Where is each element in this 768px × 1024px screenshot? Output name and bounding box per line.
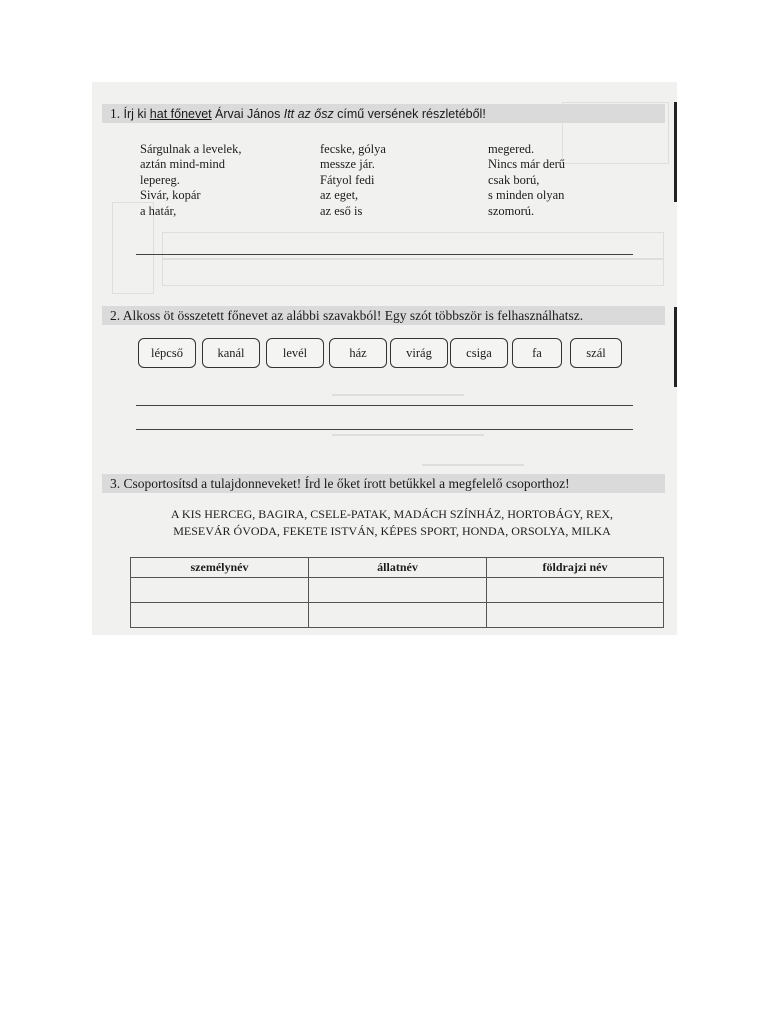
exercise-2-heading: 2. Alkoss öt összetett főnevet az alábbi szavakból! Egy szót többször is felhasználhatsz. (110, 308, 584, 323)
poem-line: lepereg. (140, 172, 180, 187)
poem-line: Nincs már derű (488, 157, 566, 172)
word-box-fa: fa (512, 338, 562, 368)
answer-cell[interactable] (131, 578, 309, 603)
poem-line: szomorú. (488, 203, 535, 218)
poem-column-3 (488, 142, 565, 219)
word-box-lepcso: lépcső (138, 338, 196, 368)
table-row (131, 578, 664, 603)
bleed-through-table (162, 258, 664, 286)
grouping-table (130, 557, 664, 628)
answer-line[interactable] (136, 405, 633, 406)
table-row (131, 603, 664, 628)
poem-line: Sivár, kopár (140, 188, 201, 203)
poem-line: csak ború, (488, 172, 540, 187)
bleed-through-line (422, 464, 524, 466)
proper-nouns-list (132, 506, 652, 540)
word-box-csiga: csiga (450, 338, 508, 368)
poem-line: az eget, (320, 188, 359, 203)
poem-line: s minden olyan (488, 188, 565, 203)
worksheet-scan (92, 82, 677, 635)
page-edge-mark (674, 307, 677, 387)
word-box-szal: szál (570, 338, 622, 368)
column-header-szemelynev: személynév (131, 558, 309, 578)
answer-cell[interactable] (487, 603, 664, 628)
page-edge-mark (674, 102, 677, 202)
answer-cell[interactable] (131, 603, 309, 628)
answer-cell[interactable] (309, 578, 487, 603)
column-header-allatnev: állatnév (309, 558, 487, 578)
underlined-instruction: hat főnevet (149, 107, 212, 121)
poem-line: az eső is (320, 203, 363, 218)
poem-line: Sárgulnak a levelek, (140, 142, 242, 156)
poem-line: a határ, (140, 203, 177, 218)
poem-line: megered. (488, 142, 535, 156)
answer-cell[interactable] (487, 578, 664, 603)
answer-cell[interactable] (309, 603, 487, 628)
poem-line: fecske, gólya (320, 142, 386, 156)
exercise-1-heading: 1. Írj ki hat főnevet Árvai János Itt az ősz című versének részletéből! (110, 106, 486, 121)
word-box-virag: virág (390, 338, 448, 368)
bleed-through-line (332, 394, 464, 396)
answer-line[interactable] (136, 254, 633, 255)
poem-line: Fátyol fedi (320, 172, 375, 187)
table-header-row (131, 558, 664, 578)
poem-column-1 (140, 142, 241, 219)
word-box-kanal: kanál (202, 338, 260, 368)
bleed-through-line (332, 434, 484, 436)
answer-line[interactable] (136, 429, 633, 430)
poem-column-2 (320, 142, 386, 219)
poem-line: messze jár. (320, 157, 375, 172)
column-header-foldrajzi-nev: földrajzi név (487, 558, 664, 578)
proper-nouns-line: A KIS HERCEG, BAGIRA, CSELE-PATAK, MADÁCH SZÍNHÁZ, HORTOBÁGY, REX, (170, 507, 614, 521)
word-box-level: levél (266, 338, 324, 368)
word-box-haz: ház (329, 338, 387, 368)
proper-nouns-line: MESEVÁR ÓVODA, FEKETE ISTVÁN, KÉPES SPORT, HONDA, ORSOLYA, MILKA (173, 524, 611, 538)
poem-line: aztán mind-mind (140, 157, 226, 172)
exercise-3-heading: 3. Csoportosítsd a tulajdonneveket! Írd le őket írott betűkkel a megfelelő csoporthoz! (110, 476, 570, 491)
bleed-through-table (162, 232, 664, 260)
poem-title: Itt az ősz (283, 107, 334, 121)
